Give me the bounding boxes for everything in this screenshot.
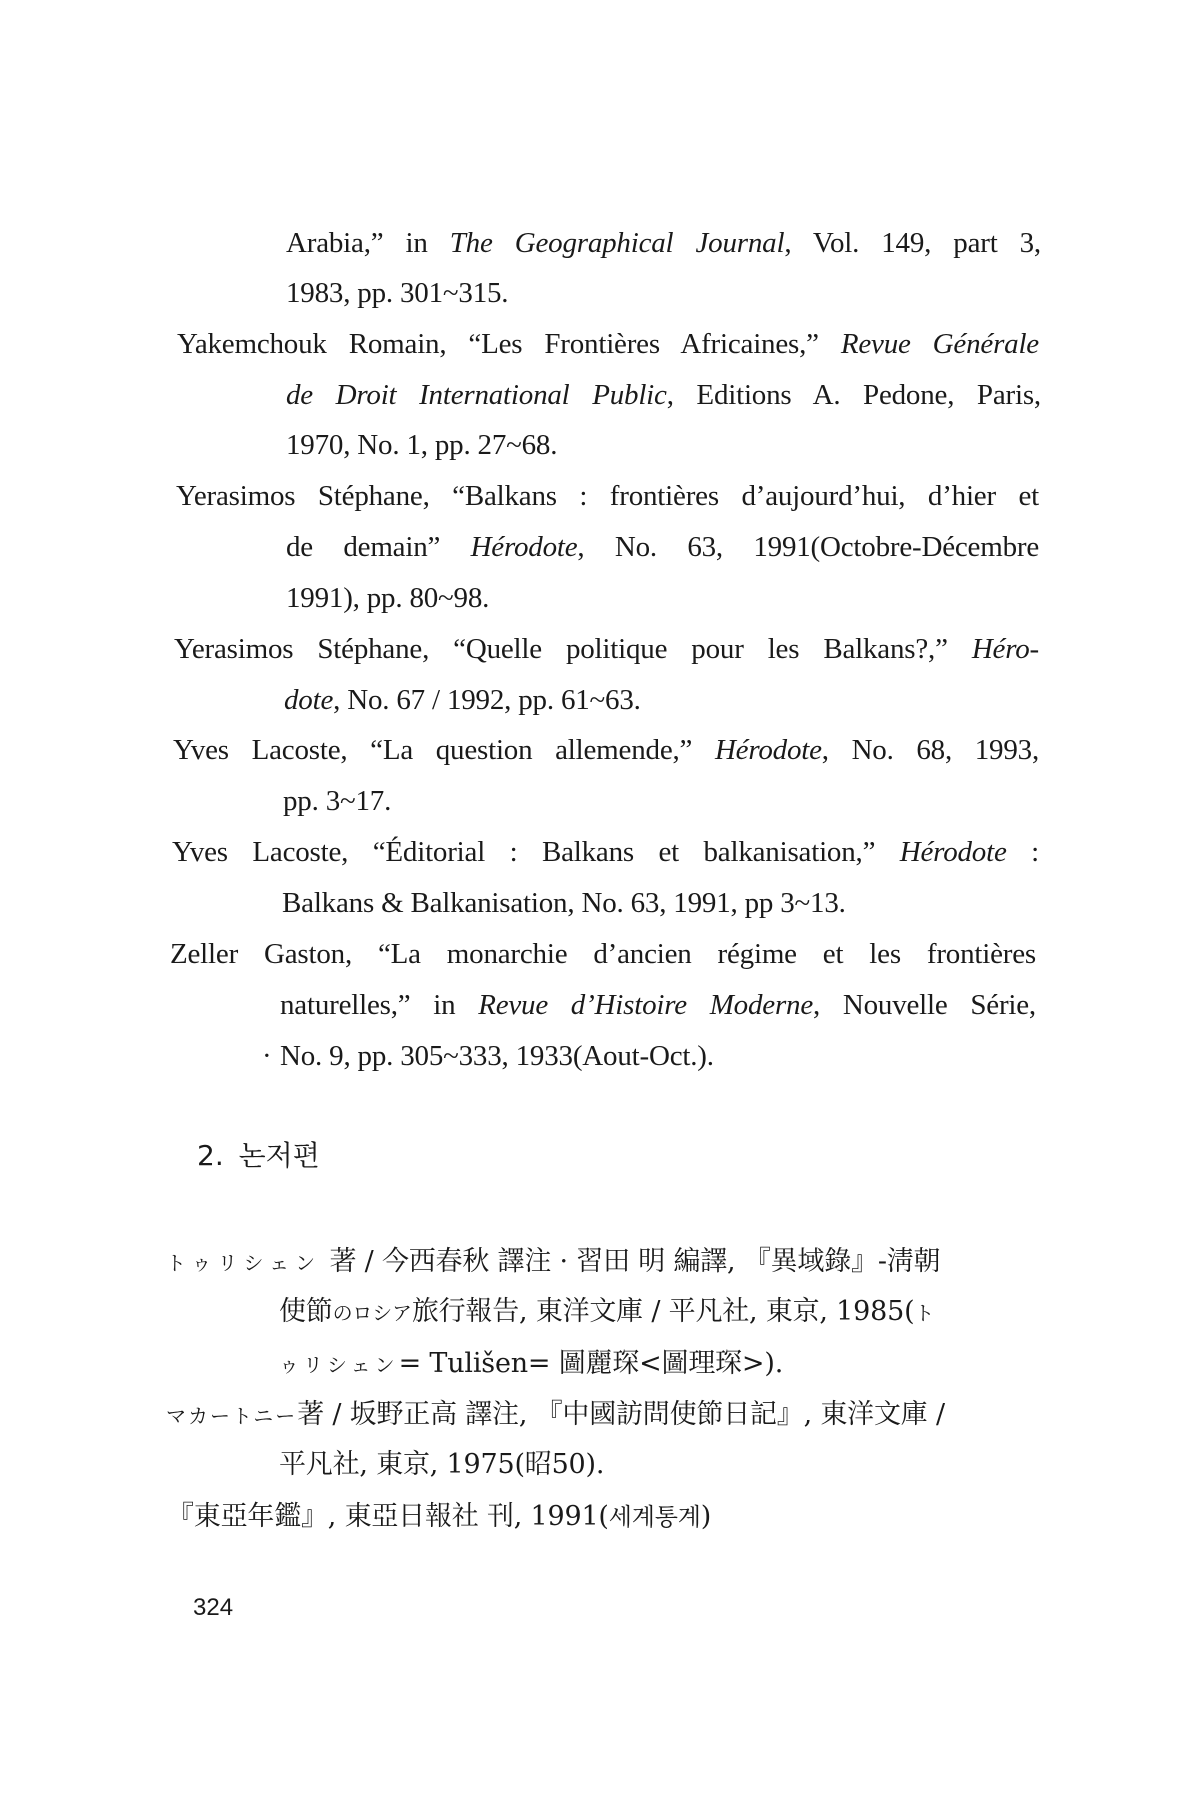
bib-entry-yerasimos-1-line-3: 1991), pp. 80~98.	[286, 582, 490, 614]
journal-title: Revue d’Histoire Moderne	[478, 989, 814, 1021]
journal-title: Héro-	[971, 633, 1039, 665]
bib-entry-yerasimos-1-line-2: de demain” Hérodote, No. 63, 1991(Octobre-Décembre	[286, 531, 1039, 563]
author-name-kana: トゥリシェン	[166, 1251, 322, 1275]
bib-entry-arabia-line-1: Arabia,” in The Geographical Journal, Vol. 149, part 3,	[286, 227, 1041, 259]
ref-entry-macartney-line-2: 平凡社, 東京, 1975(昭50).	[279, 1449, 605, 1480]
author-name-kana: マカートニー	[166, 1404, 298, 1428]
section-number: 2.	[197, 1139, 224, 1172]
ref-entry-tulisen-line-1: トゥリシェン 著 / 今西春秋 譯注 · 習田 明 編譯, 『異域錄』-淸朝	[166, 1246, 941, 1277]
bib-entry-yerasimos-2-line-1: Yerasimos Stéphane, “Quelle politique pour les Balkans?,” Héro-	[174, 633, 1039, 665]
bib-entry-yerasimos-2-line-2: dote, No. 67 / 1992, pp. 61~63.	[284, 684, 641, 716]
journal-title: Hérodote	[470, 531, 578, 563]
bib-entry-arabia-line-2: 1983, pp. 301~315.	[286, 277, 509, 309]
ref-entry-tulisen-line-2: 使節のロシア旅行報告, 東洋文庫 / 平凡社, 東京, 1985(ト	[279, 1296, 935, 1327]
bib-entry-zeller-line-2: naturelles,” in Revue d’Histoire Moderne, Nouvelle Série,	[280, 989, 1036, 1021]
bib-entry-lacoste-1-line-1: Yves Lacoste, “La question allemende,” Hérodote, No. 68, 1993,	[173, 734, 1039, 766]
bib-entry-lacoste-1-line-2: pp. 3~17.	[283, 785, 392, 817]
page-number: 324	[193, 1594, 234, 1621]
journal-title: Hérodote	[714, 734, 822, 766]
journal-title: Revue Générale	[840, 328, 1039, 360]
journal-title: dote	[284, 684, 334, 716]
bib-entry-yakemchouk-line-2: de Droit International Public, Editions A. Pedone, Paris,	[286, 379, 1041, 411]
stray-dot: ·	[262, 1040, 272, 1072]
bib-entry-zeller-line-1: Zeller Gaston, “La monarchie d’ancien régime et les frontières	[170, 938, 1036, 970]
section-heading	[197, 1136, 320, 1176]
bib-entry-zeller-line-3: · No. 9, pp. 305~333, 1933(Aout-Oct.).	[262, 1036, 714, 1076]
ref-entry-tulisen-line-3: ゥリシェン= Tulišen= 圖麗琛<圖理琛>).	[279, 1348, 784, 1379]
bib-entry-yakemchouk-line-1: Yakemchouk Romain, “Les Frontières Africaines,” Revue Générale	[177, 328, 1039, 360]
section-title: 논저편	[238, 1139, 320, 1172]
bib-entry-lacoste-2-line-1: Yves Lacoste, “Éditorial : Balkans et balkanisation,” Hérodote :	[172, 836, 1039, 868]
journal-title: The Geographical Journal	[449, 227, 785, 259]
bib-entry-yerasimos-1-line-1: Yerasimos Stéphane, “Balkans : frontières d’aujourd’hui, d’hier et	[176, 480, 1039, 512]
ref-entry-macartney-line-1: マカートニー著 / 坂野正高 譯注, 『中國訪問使節日記』, 東洋文庫 /	[166, 1399, 945, 1430]
bib-entry-lacoste-2-line-2: Balkans & Balkanisation, No. 63, 1991, pp 3~13.	[282, 887, 846, 919]
journal-title: Hérodote	[899, 836, 1007, 868]
ref-entry-yearbook-line-1: 『東亞年鑑』, 東亞日報社 刊, 1991(세계통계)	[167, 1501, 712, 1532]
bib-entry-yakemchouk-line-3: 1970, No. 1, pp. 27~68.	[286, 429, 558, 461]
journal-title: de Droit International Public	[286, 379, 667, 411]
